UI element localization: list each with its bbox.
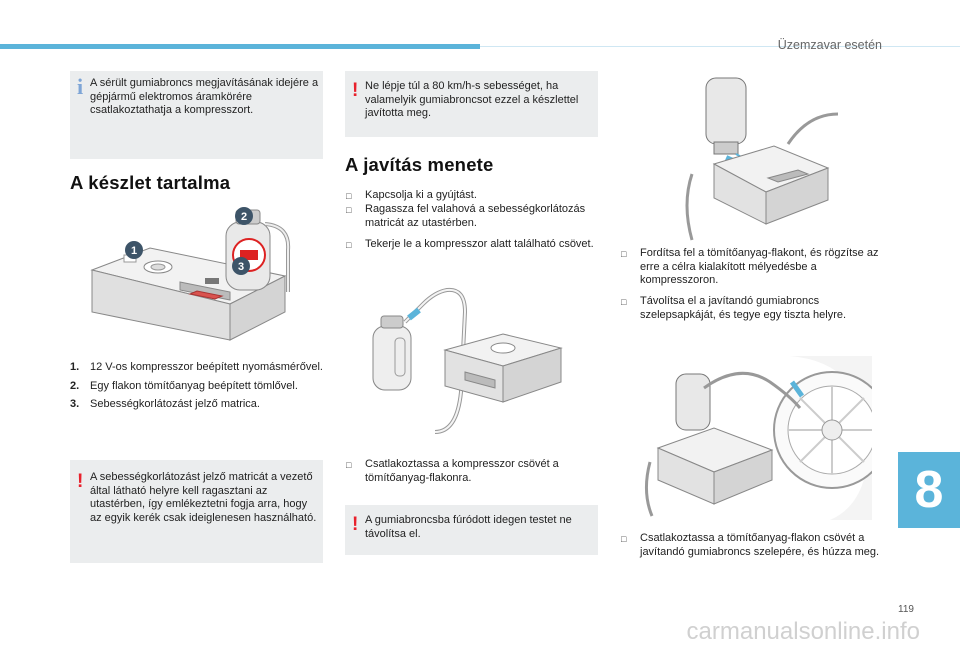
square-bullet-icon: □: [346, 460, 352, 470]
square-bullet-icon: □: [621, 249, 627, 259]
list-item: 1. 12 V-os kompresszor beépített nyomásmérővel.: [70, 361, 323, 373]
warning-box-foreign-object: [345, 505, 598, 555]
kit-label-3: [232, 257, 250, 275]
chapter-tab: [898, 452, 960, 528]
bottle-mount-illustration: [678, 74, 850, 242]
page-number: 119: [898, 604, 914, 615]
square-bullet-icon: □: [346, 191, 352, 201]
step-connect-hose: □ Csatlakoztassa a kompresszor csövét a tömítőanyag-flakonra.: [346, 458, 559, 484]
square-bullet-icon: □: [621, 534, 627, 544]
warning-speed-text: Ne lépje túl a 80 km/h-s sebességet, ha valamelyik gumiabroncsot ezzel a készlettel javította meg.: [365, 80, 579, 119]
svg-text:1: 1: [130, 245, 138, 257]
info-box: [70, 71, 323, 159]
info-i-icon: i: [77, 74, 84, 99]
exclamation-icon: !: [77, 471, 84, 492]
header-rule: [480, 46, 960, 47]
warning-box-text: A sebességkorlátozást jelző matricát a vezető által látható helyre kell ragasztani az utastérben, így emlékeztetni fogja arra, hogy az egyik kerék csak ideiglenesen használható.: [90, 471, 317, 524]
step-ignition-off: □ Kapcsolja ki a gyújtást.: [346, 189, 477, 201]
warning-box-sticker: [70, 460, 323, 563]
svg-text:2: 2: [240, 211, 248, 223]
list-item: 2. Egy flakon tömítőanyag beépített tömlővel.: [70, 379, 298, 392]
exclamation-icon: !: [352, 514, 359, 535]
warning-foreign-object-text: A gumiabroncsba fúródott idegen testet ne távolítsa el.: [365, 514, 572, 540]
exclamation-icon: !: [352, 80, 359, 101]
step-remove-valve-cap: □ Távolítsa el a javítandó gumiabroncs szelepsapkáját, és tegye egy tiszta helyre.: [621, 295, 847, 321]
header-accent-bar: [0, 44, 480, 49]
hose-connection-illustration: [365, 282, 565, 442]
watermark: carmanualsonline.info: [686, 618, 920, 645]
step-sticker: □ Ragassza fel valahová a sebességkorlátozás matricát az utastérben.: [346, 203, 586, 229]
kit-label-2: [235, 207, 253, 225]
step-connect-to-valve: □ Csatlakoztassa a tömítőanyag-flakon csövét a javítandó gumiabroncs szelepére, és húzza meg.: [621, 532, 880, 558]
info-box-text: A sérült gumiabroncs megjavításának idejére a gépjármű elektromos áramkörére csatlakoztathatja a kompresszort.: [90, 77, 319, 116]
tyre-connection-illustration: [640, 352, 872, 520]
square-bullet-icon: □: [346, 240, 352, 250]
chapter-number: 8: [914, 461, 944, 519]
kit-illustration: [80, 200, 325, 348]
svg-text:3: 3: [237, 261, 245, 273]
list-item: 3. Sebességkorlátozást jelző matrica.: [70, 398, 260, 410]
kit-label-1: [125, 241, 143, 259]
repair-heading: A javítás menete: [345, 154, 494, 175]
section-title: Üzemzavar esetén: [777, 38, 882, 52]
step-invert-bottle: □ Fordítsa fel a tömítőanyag-flakont, és rögzítse az erre a célra kialakított mélyedésbe a kompresszoron.: [621, 247, 879, 286]
step-unwind-hose: □ Tekerje le a kompresszor alatt található csövet.: [346, 238, 594, 250]
warning-box-speed: [345, 71, 598, 137]
square-bullet-icon: □: [346, 205, 352, 215]
kit-heading: A készlet tartalma: [70, 172, 231, 193]
square-bullet-icon: □: [621, 297, 627, 307]
kit-items-list: [70, 361, 328, 417]
